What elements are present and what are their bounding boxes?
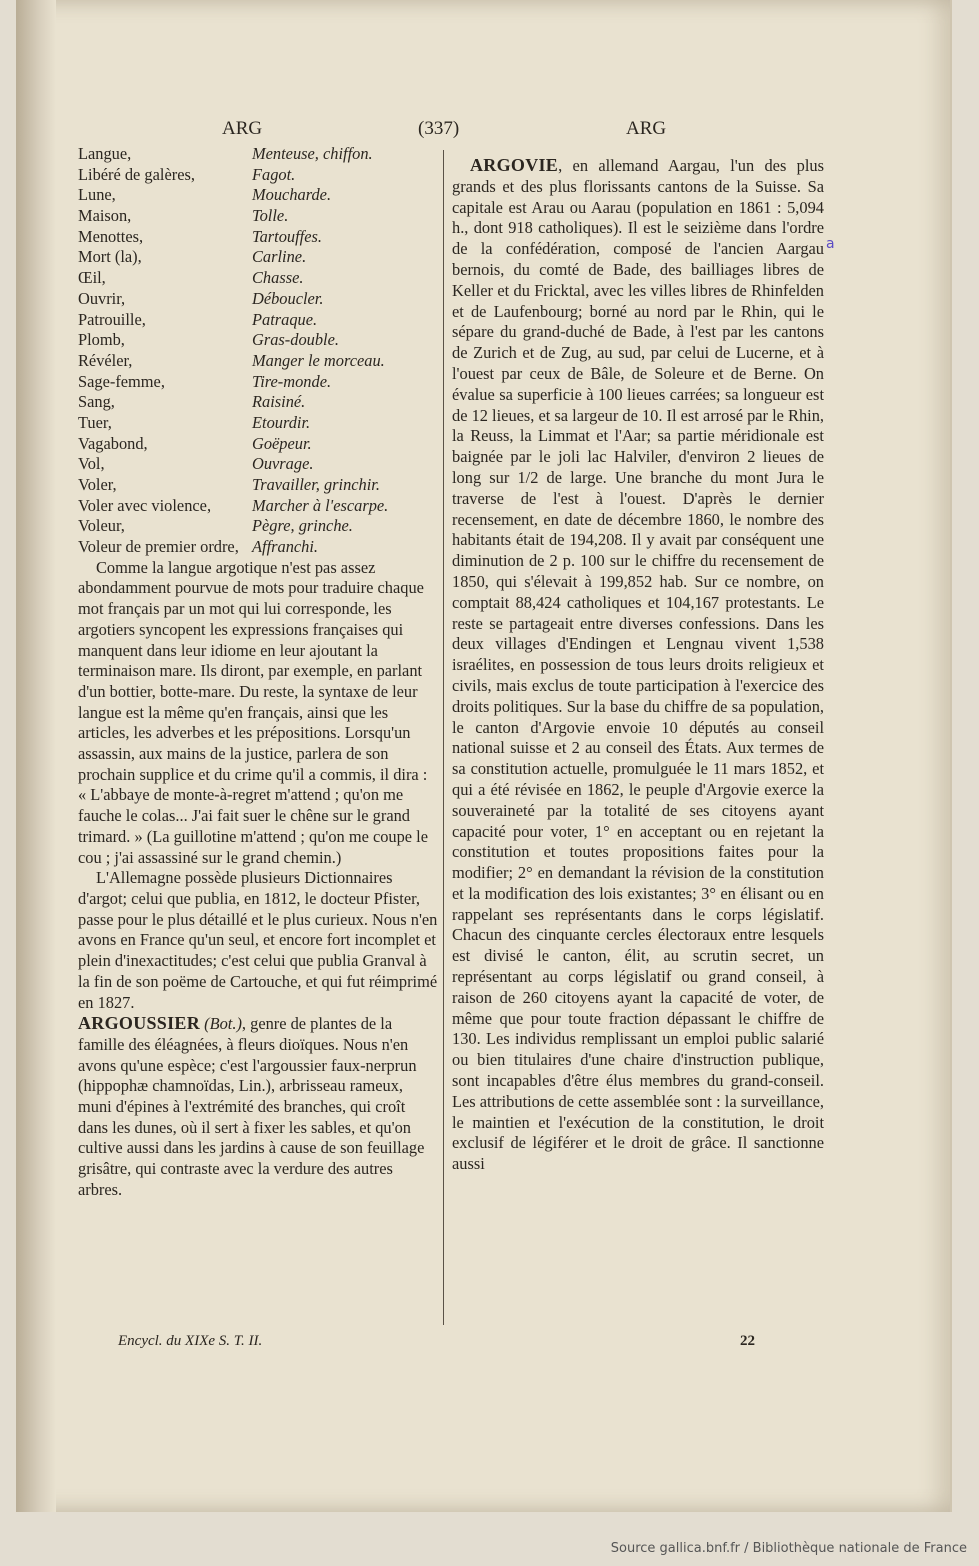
argot-entry [78, 537, 438, 558]
argot-meaning: Patraque. [252, 309, 318, 329]
source-credit: Source gallica.bnf.fr / Bibliothèque nationale de France [610, 1541, 967, 1556]
argot-term: Vagabond, [78, 433, 148, 453]
entry-argovie [452, 155, 824, 1175]
argoussier-text: , genre de plantes de la famille des éléagnées, à fleurs dioïques. Nous n'en avons qu'une espèce; c'est l'argoussier faux-nerprun (hippophæ chamnoïdas, Lin.), arbrisseau rameux, muni d'épines à l'extrémité des branches, qui croît dans les dunes, où il sert à fixer les sables, et qu'on cultive aussi dans les jardins à cause de son feuillage grisâtre, qui contraste avec la verdure des autres arbres. [78, 1014, 425, 1199]
argot-term: Plomb, [78, 330, 125, 350]
entry-argoussier [78, 1013, 438, 1200]
argot-entry [78, 475, 438, 496]
argot-term: Langue, [78, 144, 132, 163]
argot-term: Patrouille, [78, 309, 146, 329]
argot-term: Menottes, [78, 226, 144, 246]
argot-term: Maison, [78, 206, 132, 226]
argot-entry [78, 247, 438, 268]
argot-term: Voleur, [78, 516, 125, 536]
header-right: ARG [626, 118, 667, 139]
argot-meaning: Chasse. [252, 268, 304, 288]
footer-gathering-number: 22 [740, 1333, 755, 1349]
margin-pencil-mark: a [826, 236, 835, 252]
argot-term: Voleur de premier ordre, [78, 537, 239, 557]
argot-entry [78, 392, 438, 413]
argot-entry [78, 496, 438, 517]
argot-meaning: Fagot. [252, 164, 296, 184]
argot-entry [78, 289, 438, 310]
left-column [78, 144, 438, 1201]
argot-meaning: Manger le morceau. [252, 350, 385, 370]
headword-argovie: ARGOVIE [470, 155, 559, 175]
paragraph-dictionaries: L'Allemagne possède plusieurs Dictionnaires d'argot; celui que publia, en 1812, le docteur Pfister, passe pour le plus détaillé et le plus curieux. Nous n'en avons en France qu'un seul, et encore fort incomplet et plein d'inexactitudes; c'est celui que publia Granval à la fin de son poëme de Cartouche, et qui fut réimprimé en 1827. [78, 868, 438, 1012]
argot-meaning: Tolle. [252, 206, 289, 226]
paragraph-syncope: Comme la langue argotique n'est pas assez abondamment pourvue de mots pour traduire chaque mot français par un mot qui lui corresponde, les argotiers syncopent les expressions françaises qui manquent dans leur idiome en leur ajoutant la terminaison mare. Ils diront, par exemple, en parlant d'un bottier, botte-mare. Du reste, la syntaxe de leur langue est la même qu'en français, ainsi que les articles, les adverbes et les prépositions. Lorsqu'un assassin, aux mains de la justice, parlera de son prochain supplice et du crime qu'il a commis, il dira : « L'abbaye de monte-à-regret m'attend ; qu'on me fauche le colas... J'ai fait suer le chêne sur le grand trimard. » (La guillotine m'attend ; qu'on me coupe le cou ; j'ai assassiné sur le grand chemin.) [78, 557, 429, 867]
argot-entry [78, 165, 438, 186]
argot-meaning: Etourdir. [252, 412, 311, 432]
argot-entry [78, 434, 438, 455]
argot-term: Ouvrir, [78, 288, 126, 308]
label-botany: (Bot.) [204, 1014, 242, 1034]
argot-meaning: Menteuse, chiffon. [252, 144, 373, 163]
argot-entry [78, 330, 438, 351]
right-column [452, 155, 824, 1175]
argot-entry [78, 310, 438, 331]
argot-meaning: Ouvrage. [252, 454, 314, 474]
argot-term: Voler, [78, 475, 117, 494]
argot-meaning: Tire-monde. [252, 371, 332, 391]
argot-meaning: Pègre, grinche. [252, 516, 353, 536]
argot-term: Voler avec violence, [78, 495, 212, 515]
argot-term: Révéler, [78, 350, 133, 370]
argot-meaning: Marcher à l'escarpe. [252, 495, 389, 515]
argot-term: Sang, [78, 392, 115, 412]
argot-meaning: Gras-double. [252, 330, 339, 350]
argot-meaning: Goëpeur. [252, 433, 312, 453]
column-divider [443, 150, 444, 1325]
argot-entry [78, 454, 438, 475]
argot-term: Libéré de galères, [78, 164, 195, 184]
argot-meaning: Travailler, grinchir. [252, 475, 380, 494]
argot-entry [78, 268, 438, 289]
argot-entry [78, 516, 438, 537]
argovie-text: , en allemand Aargau, l'un des plus grands et des plus florissants cantons de la Suisse. Sa capitale est Arau ou Aarau (population en 1861 : 5,094 h., dont 918 catholiques). Il est le seizième dans l'ordre de la confédération, composé de l'ancien Aargau bernois, du comté de Bade, des bailliages libres de Keller et du Fricktal, avec les villes libres de Rhinfelden et de Laufenbourg; borné au nord par le Rhin, qui le sépare du grand-duché de Bade, à l'est par les cantons de Zurich et de Zug, au sud, par celui de Lucerne, et à l'ouest par ceux de Bâle, de Soleure et de Berne. On évalue sa superficie à 100 lieues carrées; sa longueur est de 12 lieues, et sa largeur de 10. Il est arrosé par le Rhin, la Reuss, la Limmat et l'Aar; sa partie méridionale est baignée par le joli lac Halviler, d'environ 2 lieues de long sur 1/2 de large. Une branche du mont Jura le traverse de l'est à l'ouest. D'après le dernier recensement, en date de décembre 1860, le nombre des habitants était de 194,208. Il y avait par conséquent une diminution de 2 p. 100 sur le chiffre du recensement de 1850, qui s'élevait à 199,852 hab. Sur ce nombre, on comptait 88,424 catholiques et 104,167 protestants. Le reste se partageait entre diverses confessions. Dans les deux villages d'Endingen et Lengnau vivent 1,538 israélites, en possession de tous leurs droits religieux et civils, mais exclus de toute participation à l'exercice des droits politiques. Sur la base du chiffre de sa population, le canton d'Argovie envoie 10 députés au conseil national suisse et 2 au conseil des États. Aux termes de sa constitution actuelle, promulguée le 11 mars 1852, et qui a été révisée en 1862, le peuple d'Argovie exerce la souveraineté par la totalité de ses citoyens ayant capacité pour voter, 1° en acceptant ou en rejetant la constitution et toutes propositions faites pour la modifier; 2° en demandant la révision de la constitution et la modification des lois existantes; 3° en élisant ou en rappelant ses représentants dans le corps législatif. Chacun des cinquante cercles électoraux entre lesquels est divisé le canton, élit, au scrutin secret, un représentant au corps législatif ou grand conseil, à raison de 260 citoyens ayant la capacité de voter, de même que pour toute fraction dépassant le chiffre de 130. Les individus remplissant un emploi public salarié ou bien titulaires d'une chaire d'instruction publique, sont incapables d'être élus membres du grand-conseil. Les attributions de cette assemblée sont : la surveillance, le maintien et l'exécution de la constitution, le droit exclusif de légiférer et le droit de grâce. Il sanctionne aussi [452, 156, 825, 1174]
argot-term: Mort (la), [78, 247, 142, 267]
argot-entry [78, 227, 438, 248]
argot-meaning: Raisiné. [252, 392, 306, 412]
argot-term: Vol, [78, 454, 105, 474]
page-binding-shadow [16, 0, 56, 1512]
argot-term: Tuer, [78, 412, 112, 432]
argot-glossary [78, 144, 438, 558]
argot-entry [78, 351, 438, 372]
argot-entry [78, 185, 438, 206]
argot-entry [78, 206, 438, 227]
argot-meaning: Moucharde. [252, 185, 332, 205]
headword-argoussier: ARGOUSSIER [78, 1013, 201, 1034]
argot-meaning: Tartouffes. [252, 226, 322, 246]
page-number: (337) [418, 118, 460, 139]
footer-signature: Encycl. du XIXe S. T. II. [118, 1333, 263, 1349]
header-left: ARG [222, 118, 263, 139]
argot-term: Œil, [78, 268, 106, 288]
argot-term: Sage-femme, [78, 371, 165, 391]
argot-meaning: Déboucler. [252, 288, 324, 308]
argot-meaning: Affranchi. [252, 537, 319, 557]
argot-entry [78, 372, 438, 393]
argot-entry [78, 144, 438, 165]
argot-entry [78, 413, 438, 434]
argot-meaning: Carline. [252, 247, 307, 267]
argot-term: Lune, [78, 185, 116, 205]
